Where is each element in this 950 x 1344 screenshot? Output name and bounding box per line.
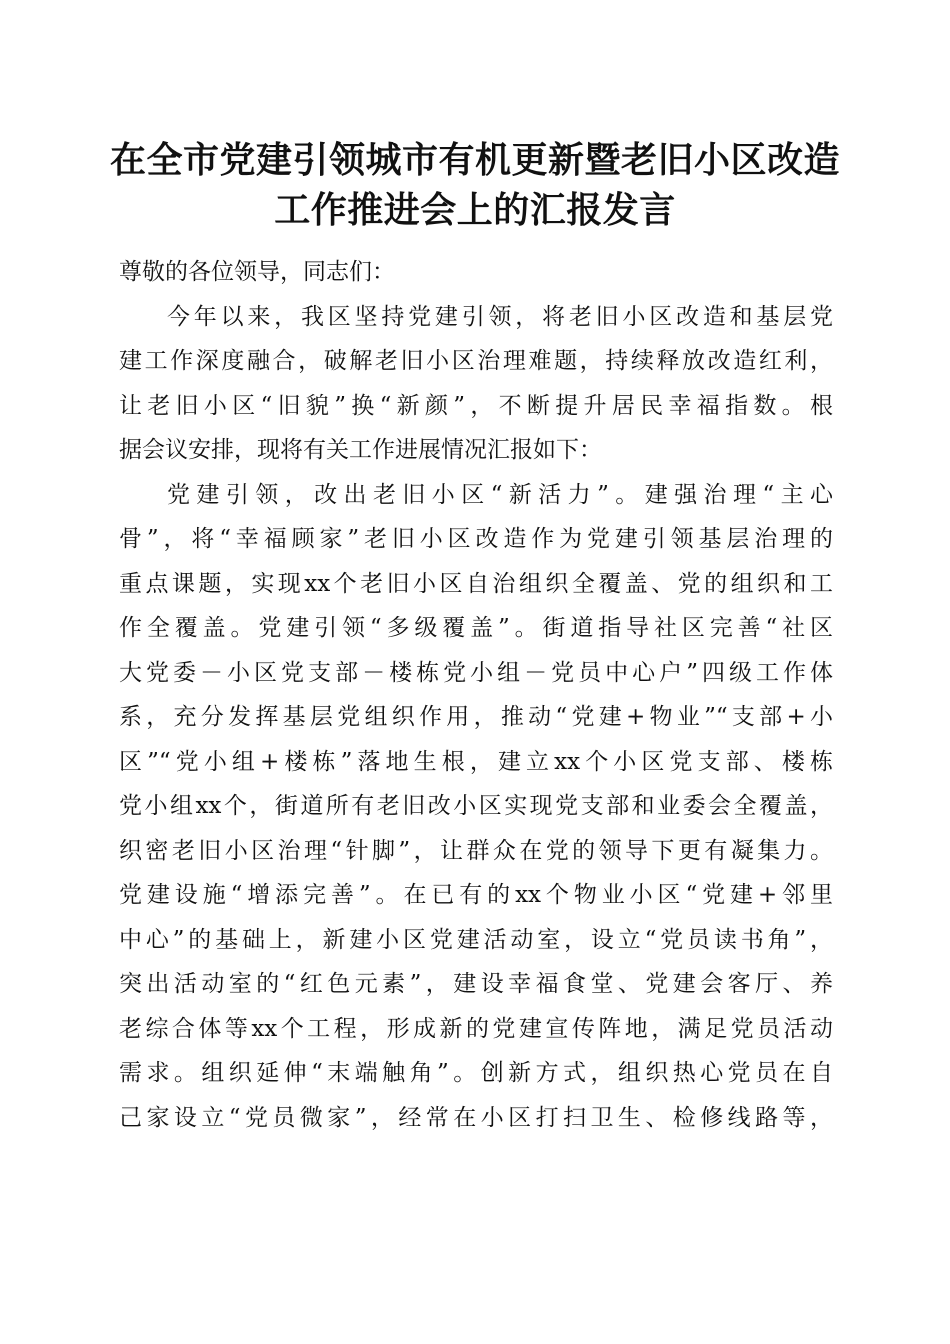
salutation: 尊敬的各位领导，同志们： [119, 259, 395, 285]
paragraph-line: 党建引领，改出老旧小区“新活力”。建强治理“主心 [167, 481, 833, 508]
document-body [119, 250, 833, 1140]
paragraph-line: 系，充分发挥基层党组织作用，推动“党建+物业”“支部+小 [119, 704, 833, 730]
paragraph-line: 让老旧小区“旧貌”换“新颜”，不断提升居民幸福指数。根 [119, 392, 833, 419]
paragraph-line: 大党委－小区党支部－楼栋党小组－党员中心户”四级工作体 [119, 659, 833, 686]
document-title [100, 135, 850, 235]
paragraph-line: 骨”，将“幸福顾家”老旧小区改造作为党建引领基层治理的 [119, 526, 833, 552]
paragraph-line: 区”“党小组+楼栋”落地生根，建立xx个小区党支部、楼栋 [119, 748, 833, 775]
paragraph-party-building [119, 473, 833, 1141]
paragraph-line: 老综合体等xx个工程，形成新的党建宣传阵地，满足党员活动 [119, 1015, 833, 1042]
paragraph-line: 中心”的基础上，新建小区党建活动室，设立“党员读书角”， [119, 926, 833, 953]
paragraph-line: 党建设施“增添完善”。在已有的xx个物业小区“党建+邻里 [119, 882, 833, 908]
paragraph-intro [119, 295, 833, 473]
paragraph-line: 重点课题，实现xx个老旧小区自治组织全覆盖、党的组织和工 [119, 570, 833, 597]
paragraph-line: 党小组xx个，街道所有老旧改小区实现党支部和业委会全覆盖， [119, 793, 833, 819]
paragraph-line: 需求。组织延伸“末端触角”。创新方式，组织热心党员在自 [119, 1060, 833, 1086]
title-line-2: 工作推进会上的汇报发言 [274, 189, 676, 231]
paragraph-line: 突出活动室的“红色元素”，建设幸福食堂、党建会客厅、养 [119, 971, 833, 997]
title-line-1: 在全市党建引领城市有机更新暨老旧小区改造 [109, 139, 840, 181]
paragraph-line: 据会议安排，现将有关工作进展情况汇报如下： [119, 437, 602, 463]
paragraph-line: 织密老旧小区治理“针脚”，让群众在党的领导下更有凝集力。 [119, 837, 833, 864]
paragraph-line: 作全覆盖。党建引领“多级覆盖”。街道指导社区完善“社区 [119, 615, 833, 641]
paragraph-line: 己家设立“党员微家”，经常在小区打扫卫生、检修线路等， [119, 1104, 833, 1131]
paragraph-line: 建工作深度融合，破解老旧小区治理难题，持续释放改造红利， [119, 348, 833, 374]
paragraph-line: 今年以来，我区坚持党建引领，将老旧小区改造和基层党 [167, 303, 833, 330]
